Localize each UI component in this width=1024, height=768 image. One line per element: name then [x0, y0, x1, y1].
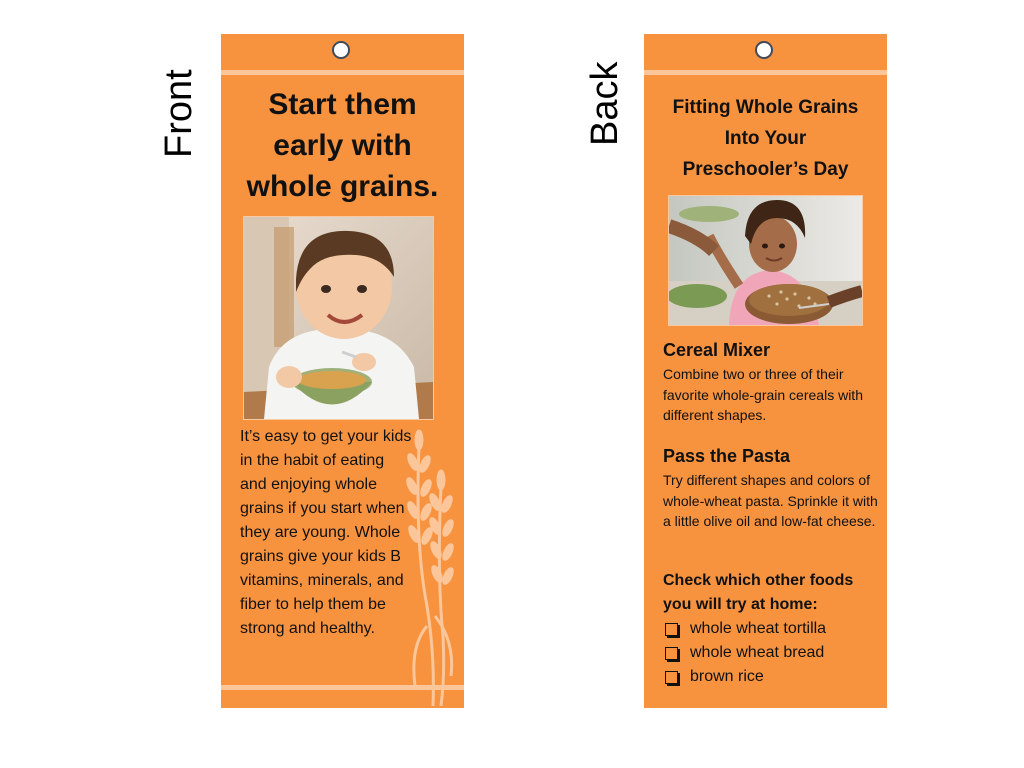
- back-headline: Fitting Whole Grains Into Your Preschooler’s Day: [672, 97, 859, 180]
- checklist-item-label: whole wheat bread: [690, 644, 825, 661]
- boy-eating-cereal-photo: [243, 216, 434, 420]
- front-body-text: It’s easy to get your kids in the habit of eating and enjoying whole grains if you start when they are young. Whole grains give your kids B vitamins, minerals, and fiber to help them be strong and healthy.: [240, 428, 412, 637]
- food-checklist: [663, 617, 826, 689]
- front-label: Front: [158, 69, 200, 158]
- girl-with-bread-photo: [668, 195, 863, 326]
- checklist-item[interactable]: [663, 665, 826, 689]
- punch-hole-icon: [332, 41, 350, 59]
- bookmark-front: [221, 34, 464, 708]
- checkbox-icon[interactable]: [665, 671, 678, 684]
- checklist-item[interactable]: [663, 641, 826, 665]
- checklist-item-label: brown rice: [690, 668, 764, 685]
- top-band: [221, 70, 464, 75]
- back-label: Back: [584, 61, 626, 146]
- checkbox-icon[interactable]: [665, 647, 678, 660]
- wheat-stalk-icon: [405, 426, 460, 706]
- front-headline: Start them early with whole grains.: [246, 88, 439, 203]
- checklist-item-label: whole wheat tortilla: [690, 620, 827, 637]
- checklist-item[interactable]: [663, 617, 826, 641]
- section-title-cereal-mixer: Cereal Mixer: [663, 340, 771, 360]
- section-body-pass-the-pasta: Try different shapes and colors of whole-wheat pasta. Sprinkle it with a little olive oil and low-fat cheese.: [663, 472, 878, 529]
- bookmark-back: [644, 34, 887, 708]
- section-title-pass-the-pasta: Pass the Pasta: [663, 446, 791, 466]
- top-band: [644, 70, 887, 75]
- checklist-heading: Check which other foods you will try at home:: [663, 572, 854, 613]
- section-body-cereal-mixer: Combine two or three of their favorite whole-grain cereals with different shapes.: [663, 366, 863, 423]
- punch-hole-icon: [755, 41, 773, 59]
- checkbox-icon[interactable]: [665, 623, 678, 636]
